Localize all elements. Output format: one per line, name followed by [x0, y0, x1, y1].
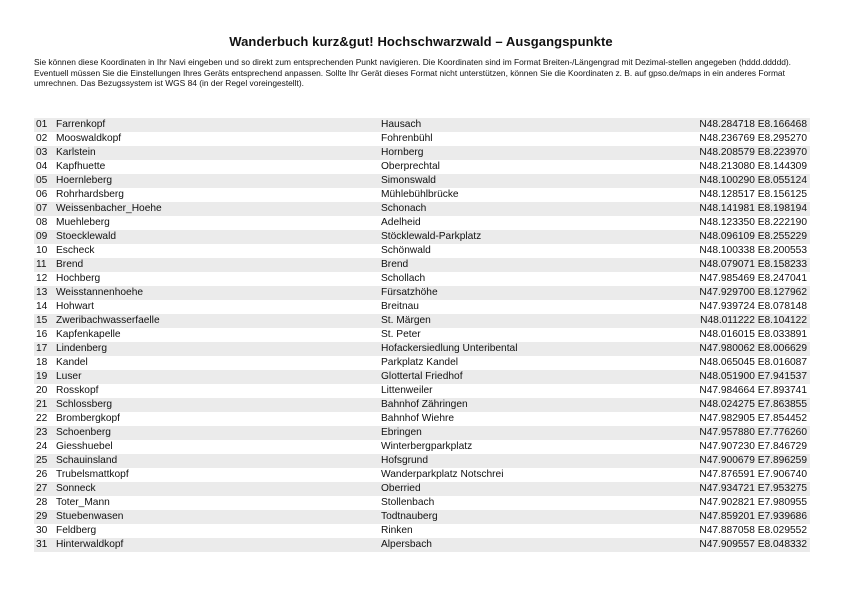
coordinates: N48.213080 E8.144309 [699, 161, 807, 172]
page-title: Wanderbuch kurz&gut! Hochschwarzwald – Ausgangspunkte [229, 34, 613, 49]
table-row [34, 454, 810, 468]
start-place: Alpersbach [381, 539, 432, 550]
coordinates: N48.051900 E7.941537 [699, 371, 807, 382]
start-place: St. Märgen [381, 315, 431, 326]
peak-name: Sonneck [56, 483, 96, 494]
table-row [34, 482, 810, 496]
row-number: 03 [36, 147, 48, 158]
peak-name: Hohwart [56, 301, 94, 312]
coordinates: N48.079071 E8.158233 [699, 259, 807, 270]
start-place: Hornberg [381, 147, 424, 158]
start-place: Schollach [381, 273, 426, 284]
coordinates: N48.096109 E8.255229 [699, 231, 807, 242]
row-number: 23 [36, 427, 48, 438]
coordinates: N47.929700 E8.127962 [699, 287, 807, 298]
table-row [34, 300, 810, 314]
intro-paragraph-1: Sie können diese Koordinaten in Ihr Navi eingeben und so direkt zum entsprechenden Punkt navigieren. Die Koordinaten sind im Format Breiten-/Längengrad mit Dezimal-stellen angegeben (hddd.ddddd). [34, 57, 792, 67]
table-row [34, 398, 810, 412]
peak-name: Escheck [56, 245, 95, 256]
row-number: 08 [36, 217, 48, 228]
coordinates: N48.016015 E8.033891 [699, 329, 807, 340]
row-number: 18 [36, 357, 48, 368]
start-place: Oberried [381, 483, 421, 494]
start-place: Bahnhof Wiehre [381, 413, 455, 424]
peak-name: Schoenberg [56, 427, 111, 438]
coordinates: N48.065045 E8.016087 [699, 357, 807, 368]
peak-name: Schlossberg [56, 399, 113, 410]
coordinates: N47.859201 E7.939686 [699, 511, 807, 522]
start-place: Simonswald [381, 175, 436, 186]
start-place: Todtnauberg [381, 511, 438, 522]
row-number: 10 [36, 245, 48, 256]
coordinates: N47.985469 E8.247041 [699, 273, 807, 284]
coordinates: N48.024275 E7.863855 [699, 399, 807, 410]
peak-name: Lindenberg [56, 343, 107, 354]
coordinates: N47.907230 E7.846729 [699, 441, 807, 452]
peak-name: Farrenkopf [56, 119, 106, 130]
start-place: Stöcklewald-Parkplatz [381, 231, 482, 242]
table-row [34, 412, 810, 426]
table-row [34, 188, 810, 202]
table-row [34, 356, 810, 370]
coordinates: N47.900679 E7.896259 [699, 455, 807, 466]
peak-name: Karlstein [56, 147, 96, 158]
start-place: Schonach [381, 203, 427, 214]
table-row [34, 538, 810, 552]
start-place: Hausach [381, 119, 422, 130]
coordinates: N47.934721 E7.953275 [699, 483, 807, 494]
start-place: Fohrenbühl [381, 133, 433, 144]
table-row [34, 132, 810, 146]
table-row [34, 244, 810, 258]
coordinates: N48.123350 E8.222190 [699, 217, 807, 228]
coordinates: N47.902821 E7.980955 [699, 497, 807, 508]
start-place: Rinken [381, 525, 413, 536]
intro-text [34, 57, 810, 89]
start-place: Glottertal Friedhof [381, 371, 463, 382]
table-row [34, 230, 810, 244]
start-place: Brend [381, 259, 409, 270]
row-number: 21 [36, 399, 48, 410]
peak-name: Toter_Mann [56, 497, 110, 508]
row-number: 22 [36, 413, 48, 424]
table-row [34, 216, 810, 230]
row-number: 15 [36, 315, 48, 326]
row-number: 13 [36, 287, 48, 298]
table-row [34, 468, 810, 482]
row-number: 24 [36, 441, 48, 452]
start-place: Ebringen [381, 427, 422, 438]
coordinates: N48.208579 E8.223970 [699, 147, 807, 158]
row-number: 16 [36, 329, 48, 340]
peak-name: Stoecklewald [56, 231, 117, 242]
row-number: 02 [36, 133, 48, 144]
start-place: Winterbergparkplatz [381, 441, 473, 452]
coordinates: N47.957880 E7.776260 [699, 427, 807, 438]
peak-name: Brombergkopf [56, 413, 120, 424]
starting-points-table [34, 118, 810, 552]
start-place: Breitnau [381, 301, 419, 312]
row-number: 01 [36, 119, 48, 130]
start-place: Mühlebühlbrücke [381, 189, 459, 200]
coordinates: N47.984664 E7.893741 [699, 385, 807, 396]
peak-name: Muehleberg [56, 217, 110, 228]
row-number: 07 [36, 203, 48, 214]
peak-name: Kandel [56, 357, 88, 368]
coordinates: N48.100290 E8.055124 [699, 175, 807, 186]
table-row [34, 440, 810, 454]
start-place: Hofsgrund [381, 455, 429, 466]
row-number: 27 [36, 483, 48, 494]
table-row [34, 524, 810, 538]
row-number: 30 [36, 525, 48, 536]
start-place: Oberprechtal [381, 161, 440, 172]
table-row [34, 342, 810, 356]
row-number: 06 [36, 189, 48, 200]
peak-name: Feldberg [56, 525, 97, 536]
table-row [34, 202, 810, 216]
row-number: 04 [36, 161, 48, 172]
coordinates: N48.141981 E8.198194 [699, 203, 807, 214]
table-row [34, 118, 810, 132]
start-place: Littenweiler [381, 385, 433, 396]
peak-name: Hochberg [56, 273, 101, 284]
peak-name: Hoernleberg [56, 175, 113, 186]
start-place: Schönwald [381, 245, 431, 256]
start-place: Bahnhof Zähringen [381, 399, 468, 410]
table-row [34, 496, 810, 510]
row-number: 05 [36, 175, 48, 186]
peak-name: Kapfhuette [56, 161, 106, 172]
start-place: Stollenbach [381, 497, 435, 508]
coordinates: N47.887058 E8.029552 [699, 525, 807, 536]
coordinates: N48.011222 E8.104122 [700, 315, 807, 326]
peak-name: Stuebenwasen [56, 511, 124, 522]
peak-name: Giesshuebel [56, 441, 113, 452]
row-number: 29 [36, 511, 48, 522]
intro-paragraph-2: Eventuell müssen Sie die Einstellungen Ihres Geräts entsprechend anpassen. Sollte Ihr Gerät dieses Format nicht unterstützen, können Sie die Koordinaten z. B. auf gpso.de/maps in ein anderes Format umrechnen. Das Bezugssystem ist WGS 84 (in der Regel voreingestellt). [34, 67, 785, 89]
peak-name: Rohrhardsberg [56, 189, 124, 200]
table-row [34, 314, 810, 328]
table-row [34, 258, 810, 272]
peak-name: Kapfenkapelle [56, 329, 121, 340]
table-row [34, 384, 810, 398]
table-row [34, 328, 810, 342]
start-place: Hofackersiedlung Unteribental [381, 343, 518, 354]
coordinates: N48.284718 E8.166468 [699, 119, 807, 130]
row-number: 31 [36, 539, 48, 550]
table-row [34, 510, 810, 524]
coordinates: N47.939724 E8.078148 [699, 301, 807, 312]
table-row [34, 286, 810, 300]
peak-name: Schauinsland [56, 455, 118, 466]
table-row [34, 370, 810, 384]
peak-name: Brend [56, 259, 84, 270]
peak-name: Weisstannenhoehe [56, 287, 144, 298]
peak-name: Rosskopf [56, 385, 99, 396]
coordinates: N48.236769 E8.295270 [699, 133, 807, 144]
table-row [34, 174, 810, 188]
row-number: 28 [36, 497, 48, 508]
peak-name: Luser [56, 371, 82, 382]
peak-name: Zweribachwasserfaelle [56, 315, 160, 326]
row-number: 19 [36, 371, 48, 382]
coordinates: N47.982905 E7.854452 [699, 413, 807, 424]
row-number: 09 [36, 231, 48, 242]
coordinates: N47.980062 E8.006629 [699, 343, 807, 354]
peak-name: Mooswaldkopf [56, 133, 122, 144]
start-place: Fürsatzhöhe [381, 287, 438, 298]
row-number: 25 [36, 455, 48, 466]
start-place: Adelheid [381, 217, 421, 228]
table-row [34, 272, 810, 286]
coordinates: N47.876591 E7.906740 [699, 469, 807, 480]
peak-name: Weissenbacher_Hoehe [56, 203, 162, 214]
start-place: St. Peter [381, 329, 421, 340]
table-row [34, 426, 810, 440]
coordinates: N48.100338 E8.200553 [699, 245, 807, 256]
row-number: 20 [36, 385, 48, 396]
row-number: 26 [36, 469, 48, 480]
table-row [34, 160, 810, 174]
row-number: 17 [36, 343, 48, 354]
start-place: Wanderparkplatz Notschrei [381, 469, 504, 480]
start-place: Parkplatz Kandel [381, 357, 459, 368]
coordinates: N47.909557 E8.048332 [699, 539, 807, 550]
peak-name: Hinterwaldkopf [56, 539, 124, 550]
row-number: 11 [36, 259, 47, 270]
coordinates: N48.128517 E8.156125 [699, 189, 807, 200]
table-row [34, 146, 810, 160]
peak-name: Trubelsmattkopf [56, 469, 129, 480]
row-number: 14 [36, 301, 48, 312]
row-number: 12 [36, 273, 48, 284]
